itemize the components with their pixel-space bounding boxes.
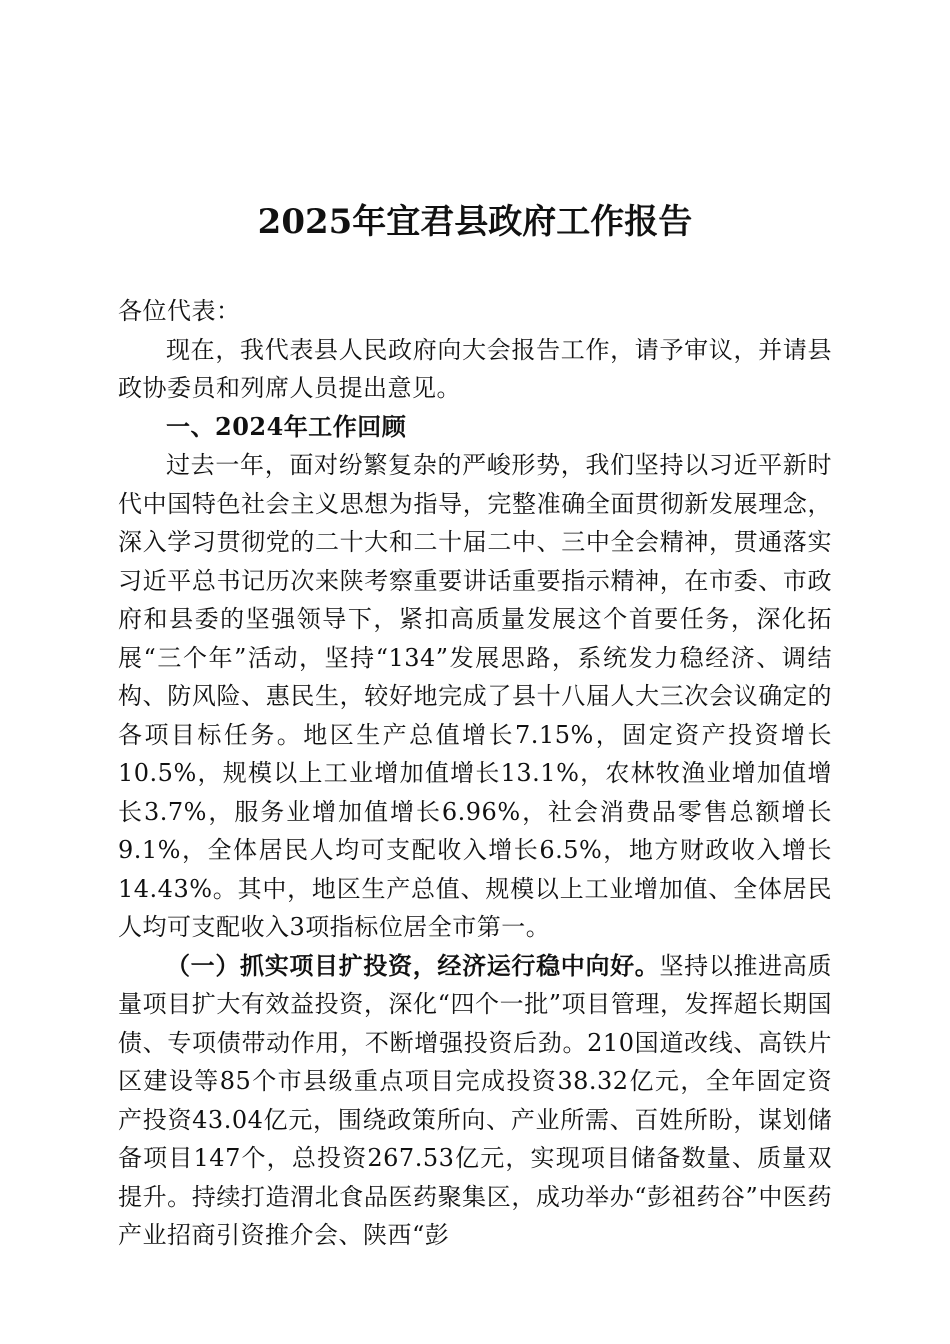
subsection-body-projects: 坚持以推进高质量项目扩大有效益投资，深化“四个一批”项目管理，发挥超长期国债、专项债带动作用，不断增强投资后劲。210国道改线、高铁片区建设等85个市县级重点项目完成投资38.32亿元，全年固定资产投资43.04亿元，围绕政策所向、产业所需、百姓所盼，谋划储备项目147个，总投资267.53亿元，实现项目储备数量、质量双提升。持续打造渭北食品医药聚集区，成功举办“彭祖药谷”中医药产业招商引资推介会、陕西“彭	[118, 951, 833, 1249]
document-body	[118, 292, 832, 1255]
salutation: 各位代表：	[118, 297, 241, 325]
intro-paragraph: 现在，我代表县人民政府向大会报告工作，请予审议，并请县政协委员和列席人员提出意见。	[118, 335, 832, 402]
review-paragraph: 过去一年，面对纷繁复杂的严峻形势，我们坚持以习近平新时代中国特色社会主义思想为指导，完整准确全面贯彻新发展理念，深入学习贯彻党的二十大和二十届二中、三中全会精神，贯通落实习近平总书记历次来陕考察重要讲话重要指示精神，在市委、市政府和县委的坚强领导下，紧扣高质量发展这个首要任务，深化拓展“三个年”活动，坚持“134”发展思路，系统发力稳经济、调结构、防风险、惠民生，较好地完成了县十八届人大三次会议确定的各项目标任务。地区生产总值增长7.15%，固定资产投资增长10.5%，规模以上工业增加值增长13.1%，农林牧渔业增加值增长3.7%，服务业增加值增长6.96%，社会消费品零售总额增长9.1%，全体居民人均可支配收入增长6.5%，地方财政收入增长14.43%。其中，地区生产总值、规模以上工业增加值、全体居民人均可支配收入3项指标位居全市第一。	[118, 451, 832, 941]
section-heading-review: 一、2024年工作回顾	[166, 411, 407, 441]
document-title: 2025年宜君县政府工作报告	[257, 202, 693, 242]
subsection-paragraph-projects	[118, 947, 832, 1255]
subsection-heading-projects: （一）抓实项目扩投资，经济运行稳中向好。	[166, 950, 660, 980]
